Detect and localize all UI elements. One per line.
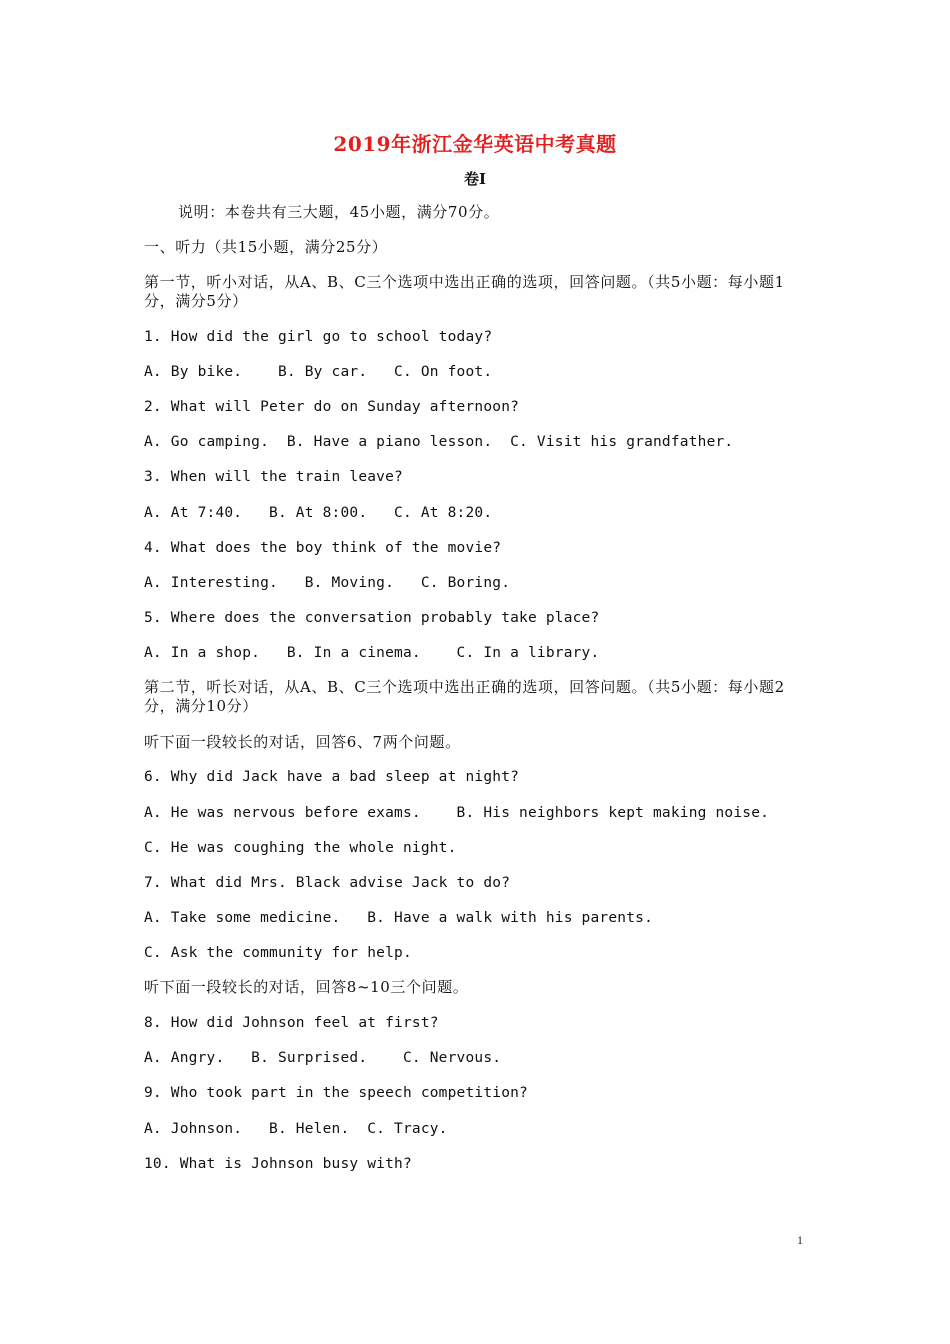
question-3: 3. When will the train leave? (144, 469, 403, 485)
question-6: 6. Why did Jack have a bad sleep at night? (144, 769, 520, 785)
question-8: 8. How did Johnson feel at first? (144, 1015, 439, 1031)
question-6-options-ab: A. He was nervous before exams. B. His neighbors kept making noise. (144, 805, 770, 821)
question-10: 10. What is Johnson busy with? (144, 1156, 412, 1172)
question-7-options-ab: A. Take some medicine. B. Have a walk with his parents. (144, 910, 653, 926)
question-3-options: A. At 7:40. B. At 8:00. C. At 8:20. (144, 505, 493, 521)
part1-instructions: 第一节，听小对话，从A、B、C三个选项中选出正确的选项，回答问题。（共5小题：每小题1分，满分5分） (144, 273, 785, 310)
document-title: 2019年浙江金华英语中考真题 (333, 132, 617, 156)
question-2: 2. What will Peter do on Sunday afternoon? (144, 399, 520, 415)
dialogue-2-intro: 听下面一段较长的对话，回答8~10三个问题。 (144, 978, 469, 996)
question-7-option-c: C. Ask the community for help. (144, 945, 412, 961)
question-9: 9. Who took part in the speech competition? (144, 1085, 528, 1101)
question-2-options: A. Go camping. B. Have a piano lesson. C. Visit his grandfather. (144, 434, 734, 450)
paper-section-label: 卷Ⅰ (463, 170, 487, 188)
question-1: 1. How did the girl go to school today? (144, 329, 493, 345)
section-heading: 一、听力（共15小题，满分25分） (144, 238, 388, 256)
question-1-options: A. By bike. B. By car. C. On foot. (144, 364, 493, 380)
intro-note: 说明：本卷共有三大题，45小题，满分70分。 (178, 203, 500, 221)
part2-instructions: 第二节，听长对话，从A、B、C三个选项中选出正确的选项，回答问题。（共5小题：每小题2分，满分10分） (144, 678, 785, 715)
question-4-options: A. Interesting. B. Moving. C. Boring. (144, 575, 511, 591)
question-7: 7. What did Mrs. Black advise Jack to do? (144, 875, 511, 891)
question-6-option-c: C. He was coughing the whole night. (144, 840, 457, 856)
question-9-options: A. Johnson. B. Helen. C. Tracy. (144, 1121, 448, 1137)
question-8-options: A. Angry. B. Surprised. C. Nervous. (144, 1050, 502, 1066)
question-4: 4. What does the boy think of the movie? (144, 540, 502, 556)
dialogue-1-intro: 听下面一段较长的对话，回答6、7两个问题。 (144, 733, 461, 751)
question-5-options: A. In a shop. B. In a cinema. C. In a library. (144, 645, 600, 661)
question-5: 5. Where does the conversation probably take place? (144, 610, 600, 626)
page-number: 1 (797, 1233, 803, 1247)
